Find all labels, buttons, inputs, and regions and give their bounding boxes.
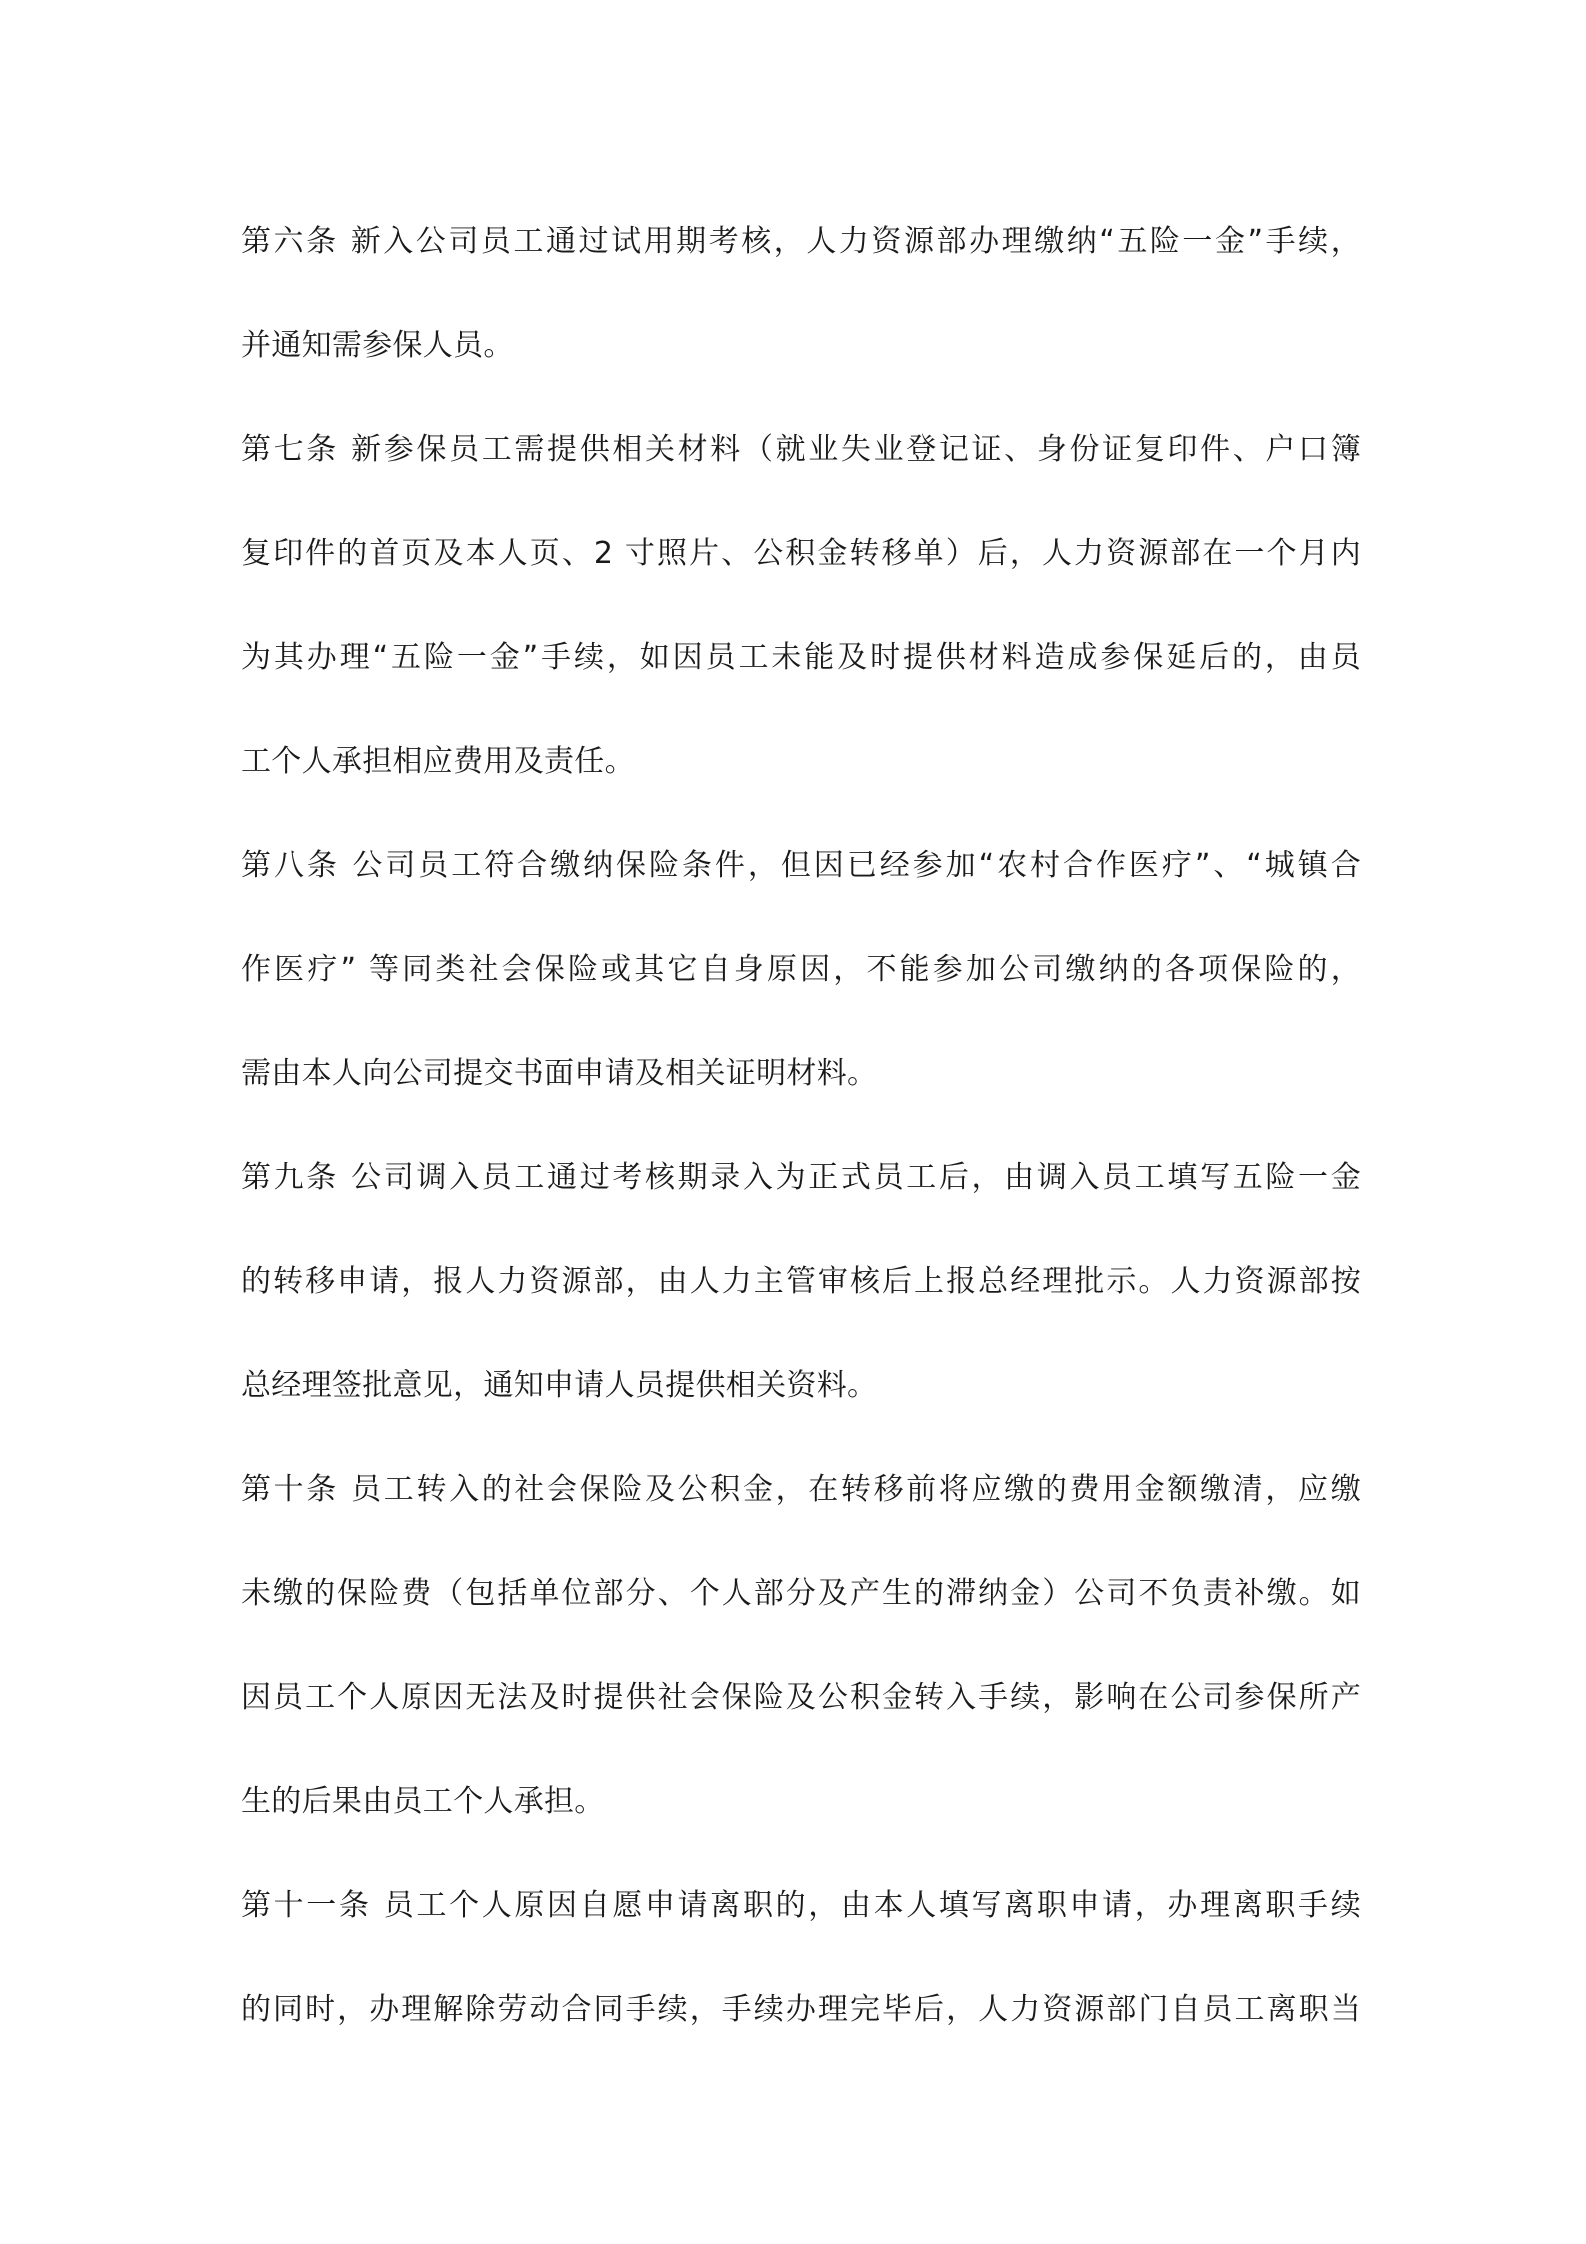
- text-line: 未缴的保险费（包括单位部分、个人部分及产生的滞纳金）公司不负责补缴。如: [241, 1576, 1361, 1611]
- text-line: 为其办理“五险一金”手续，如因员工未能及时提供材料造成参保延后的，由员: [241, 640, 1361, 675]
- text-line: 第十一条 员工个人原因自愿申请离职的，由本人填写离职申请，办理离职手续: [241, 1888, 1361, 1923]
- text-line: 需由本人向公司提交书面申请及相关证明材料。: [241, 1056, 878, 1091]
- text-line: 第八条 公司员工符合缴纳保险条件，但因已经参加“农村合作医疗”、“城镇合: [241, 848, 1361, 883]
- text-line: 因员工个人原因无法及时提供社会保险及公积金转入手续，影响在公司参保所产: [241, 1680, 1361, 1715]
- text-line: 第七条 新参保员工需提供相关材料（就业失业登记证、身份证复印件、户口簿: [241, 432, 1361, 467]
- text-line: 并通知需参保人员。: [241, 328, 514, 363]
- text-line: 第九条 公司调入员工通过考核期录入为正式员工后，由调入员工填写五险一金: [241, 1160, 1361, 1195]
- text-line: 的同时，办理解除劳动合同手续，手续办理完毕后，人力资源部门自员工离职当: [241, 1992, 1361, 2027]
- text-line: 生的后果由员工个人承担。: [241, 1784, 605, 1819]
- text-line: 第十条 员工转入的社会保险及公积金，在转移前将应缴的费用金额缴清，应缴: [241, 1472, 1361, 1507]
- text-line: 复印件的首页及本人页、2 寸照片、公积金转移单）后，人力资源部在一个月内: [241, 536, 1361, 571]
- text-line: 工个人承担相应费用及责任。: [241, 744, 635, 779]
- text-line: 作医疗” 等同类社会保险或其它自身原因，不能参加公司缴纳的各项保险的，: [241, 952, 1361, 987]
- text-line: 第六条 新入公司员工通过试用期考核，人力资源部办理缴纳“五险一金”手续，: [241, 224, 1361, 259]
- text-line: 总经理签批意见，通知申请人员提供相关资料。: [241, 1368, 878, 1403]
- text-line: 的转移申请，报人力资源部，由人力主管审核后上报总经理批示。人力资源部按: [241, 1264, 1361, 1299]
